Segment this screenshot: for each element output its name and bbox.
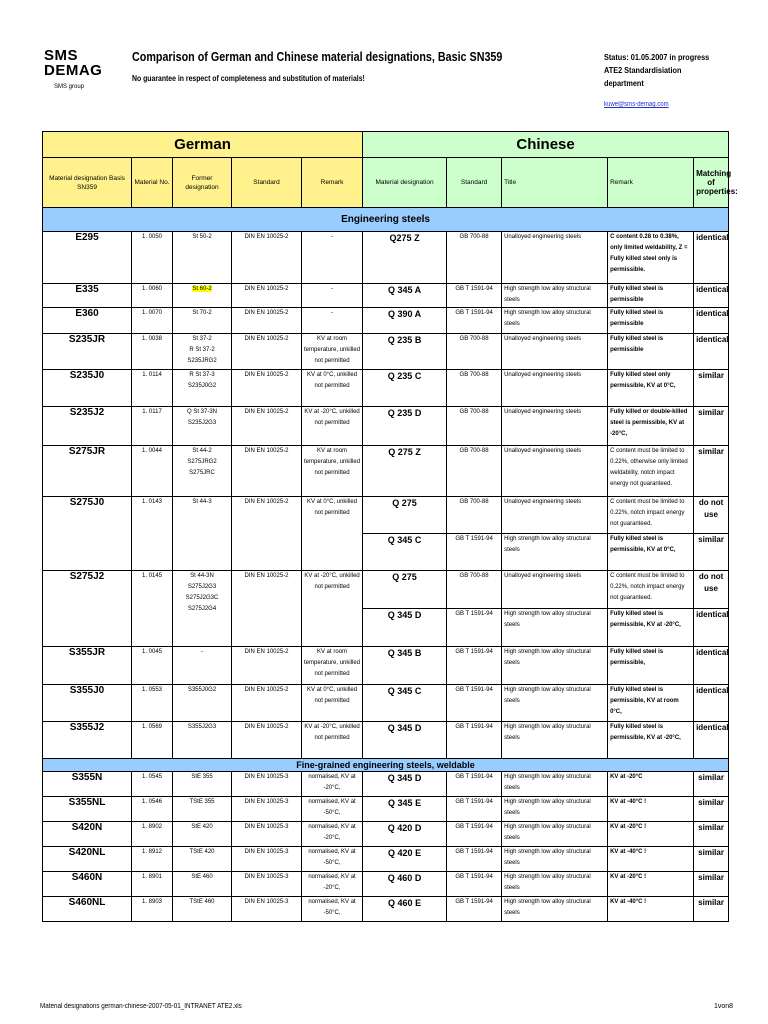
cell-title: High strength low alloy structural steels xyxy=(502,872,608,897)
cell-cn-remark: KV at -40°C ! xyxy=(608,797,694,822)
cell-cn-desig: Q 345 B xyxy=(363,647,447,685)
cell-cn-std: GB 700-88 xyxy=(447,370,502,407)
email-link[interactable]: kuwe@sms-demag.com xyxy=(604,101,669,108)
cell-former xyxy=(173,446,232,497)
highlighted-former: St 60-2 xyxy=(192,286,212,292)
footer-page: 1von8 xyxy=(714,1003,734,1010)
cell-title: High strength low alloy structural steels xyxy=(502,647,608,685)
cell-title: Unalloyed engineering steels xyxy=(502,370,608,407)
page-title: Comparison of German and Chinese material designations, Basic SN359 xyxy=(132,50,503,64)
cell-former xyxy=(173,284,232,308)
cell-cn-remark: C content must be limited to 0.22%, notch impact energy not guaranteed. xyxy=(608,497,694,534)
table-row xyxy=(43,571,729,609)
cell-remark: KV at -20°C, unkilled not permitted xyxy=(302,571,363,647)
col-cn-remark: Remark xyxy=(608,158,694,208)
cell-cn-desig: Q 345 D xyxy=(363,772,447,797)
cell-cn-std: GB T 1591-94 xyxy=(447,284,502,308)
cell-remark: normalised, KV at -20°C, xyxy=(302,822,363,847)
cell-cn-remark: KV at -20°C ! xyxy=(608,822,694,847)
cell-cn-std: GB T 1591-94 xyxy=(447,872,502,897)
cell-cn-std: GB T 1591-94 xyxy=(447,722,502,759)
cell-cn-desig: Q 420 E xyxy=(363,847,447,872)
cell-desig: S235J2 xyxy=(43,407,132,446)
cell-title: High strength low alloy structural steels xyxy=(502,534,608,571)
cell-remark: KV at 0°C, unkilled not permitted xyxy=(302,370,363,407)
cell-std: DIN EN 10025-2 xyxy=(232,370,302,407)
cell-matno: 1. 0045 xyxy=(132,647,173,685)
cell-former xyxy=(173,334,232,370)
table-row xyxy=(43,370,729,407)
cell-cn-desig: Q 345 C xyxy=(363,685,447,722)
cell-matno: 1. 0545 xyxy=(132,772,173,797)
cell-cn-desig: Q 345 D xyxy=(363,722,447,759)
cell-cn-remark: C content must be limited to 0.22%, notch impact energy not guaranteed. xyxy=(608,571,694,609)
former-line: S275J2G3 xyxy=(187,584,217,590)
cell-remark: normalised, KV at -50°C, xyxy=(302,847,363,872)
cell-std: DIN EN 10025-2 xyxy=(232,334,302,370)
former-line: S275JRC xyxy=(189,470,215,476)
cell-cn-desig: Q 275 Z xyxy=(363,446,447,497)
cell-std: DIN EN 10025-3 xyxy=(232,797,302,822)
cell-title: Unalloyed engineering steels xyxy=(502,407,608,446)
cell-cn-std: GB T 1591-94 xyxy=(447,822,502,847)
cell-cn-std: GB T 1591-94 xyxy=(447,308,502,334)
cell-former: S355J0G2 xyxy=(173,685,232,722)
cell-cn-desig: Q 460 D xyxy=(363,872,447,897)
cell-title: High strength low alloy structural steels xyxy=(502,822,608,847)
group-german: German xyxy=(43,132,363,158)
table-row xyxy=(43,334,729,370)
cell-remark: KV at room temperature, unkilled not permitted xyxy=(302,446,363,497)
cell-matno: 1. 8912 xyxy=(132,847,173,872)
cell-desig: S355NL xyxy=(43,797,132,822)
col-remark: Remark xyxy=(302,158,363,208)
cell-cn-remark: C content must be limited to 0.22%, otherwise only limited weldability, notch impact energy not guaranteed. xyxy=(608,446,694,497)
cell-former: StE 420 xyxy=(173,822,232,847)
section-engineering-steels: Engineering steels xyxy=(43,208,729,232)
cell-cn-std: GB 700-88 xyxy=(447,497,502,534)
cell-matno: 1. 0070 xyxy=(132,308,173,334)
cell-former: TStE 420 xyxy=(173,847,232,872)
cell-std: DIN EN 10025-2 xyxy=(232,685,302,722)
cell-former: St 70-2 xyxy=(173,308,232,334)
cell-std: DIN EN 10025-3 xyxy=(232,872,302,897)
cell-cn-std: GB 700-88 xyxy=(447,446,502,497)
cell-std: DIN EN 10025-2 xyxy=(232,647,302,685)
cell-matno: 1. 0050 xyxy=(132,232,173,284)
col-title: Title xyxy=(502,158,608,208)
page-subtitle: No guarantee in respect of completeness and substitution of materials! xyxy=(132,74,365,83)
cell-std: DIN EN 10025-2 xyxy=(232,722,302,759)
cell-match: similar xyxy=(694,446,729,497)
cell-remark: - xyxy=(302,284,363,308)
cell-cn-remark: Fully killed steel is permissible xyxy=(608,308,694,334)
former-line: R St 37-3 xyxy=(189,372,215,378)
table-row xyxy=(43,407,729,446)
cell-desig: S235J0 xyxy=(43,370,132,407)
cell-desig: S460NL xyxy=(43,897,132,922)
cell-cn-remark: Fully killed steel is permissible xyxy=(608,334,694,370)
cell-remark: normalised, KV at -20°C, xyxy=(302,872,363,897)
cell-desig: S420NL xyxy=(43,847,132,872)
former-line: St 44-3N xyxy=(190,573,214,579)
table-row xyxy=(43,284,729,308)
logo-line1: SMS xyxy=(44,47,79,64)
cell-cn-remark: Fully killed steel is permissible, KV at room 0°C, xyxy=(608,685,694,722)
cell-former: S355J2G3 xyxy=(173,722,232,759)
cell-cn-remark: KV at -20°C xyxy=(608,772,694,797)
cell-former: - xyxy=(173,647,232,685)
table-row xyxy=(43,308,729,334)
cell-remark: KV at room temperature, unkilled not permitted xyxy=(302,647,363,685)
cell-title: Unalloyed engineering steels xyxy=(502,232,608,284)
cell-desig: S355J0 xyxy=(43,685,132,722)
cell-desig: E335 xyxy=(43,284,132,308)
cell-former xyxy=(173,407,232,446)
cell-title: Unalloyed engineering steels xyxy=(502,334,608,370)
former-line: St 37-2 xyxy=(192,336,212,342)
cell-former: St 50-2 xyxy=(173,232,232,284)
cell-matno: 1. 0117 xyxy=(132,407,173,446)
cell-match: similar xyxy=(694,847,729,872)
cell-former: StE 460 xyxy=(173,872,232,897)
cell-matno: 1. 0044 xyxy=(132,446,173,497)
cell-matno: 1. 0060 xyxy=(132,284,173,308)
cell-cn-remark: KV at -40°C ! xyxy=(608,847,694,872)
dept-line2: department xyxy=(604,78,644,88)
table-row xyxy=(43,722,729,759)
cell-title: High strength low alloy structural steels xyxy=(502,284,608,308)
cell-matno: 1. 0569 xyxy=(132,722,173,759)
cell-cn-desig: Q 345 C xyxy=(363,534,447,571)
cell-cn-std: GB T 1591-94 xyxy=(447,534,502,571)
cell-cn-std: GB T 1591-94 xyxy=(447,647,502,685)
cell-remark: KV at 0°C, unkilled not permitted xyxy=(302,685,363,722)
table-row xyxy=(43,232,729,284)
cell-remark: KV at room temperature, unkilled not permitted xyxy=(302,334,363,370)
cell-match: similar xyxy=(694,897,729,922)
cell-cn-std: GB T 1591-94 xyxy=(447,685,502,722)
cell-remark: KV at 0°C, unkilled not permitted xyxy=(302,497,363,571)
table-row xyxy=(43,685,729,722)
table-row xyxy=(43,872,729,897)
sms-demag-logo xyxy=(44,48,104,90)
cell-title: High strength low alloy structural steels xyxy=(502,897,608,922)
cell-std: DIN EN 10025-3 xyxy=(232,897,302,922)
logo-line2: DEMAG xyxy=(44,62,103,79)
cell-title: High strength low alloy structural steels xyxy=(502,308,608,334)
former-line: S235J0G2 xyxy=(187,383,217,389)
cell-std: DIN EN 10025-3 xyxy=(232,847,302,872)
cell-cn-std: GB 700-88 xyxy=(447,334,502,370)
col-match: Matching of properties: xyxy=(694,158,729,208)
cell-remark: - xyxy=(302,308,363,334)
former-line: St 44-2 xyxy=(192,448,212,454)
logo-group: SMS group xyxy=(54,84,85,90)
cell-matno: 1. 8901 xyxy=(132,872,173,897)
cell-cn-desig: Q 390 A xyxy=(363,308,447,334)
cell-title: High strength low alloy structural steels xyxy=(502,722,608,759)
cell-cn-desig: Q 345 D xyxy=(363,609,447,647)
cell-desig: E360 xyxy=(43,308,132,334)
cell-cn-desig: Q 235 C xyxy=(363,370,447,407)
former-line: R St 37-2 xyxy=(189,347,215,353)
cell-former: StE 355 xyxy=(173,772,232,797)
cell-desig: S235JR xyxy=(43,334,132,370)
cell-std: DIN EN 10025-2 xyxy=(232,232,302,284)
cell-match: similar xyxy=(694,370,729,407)
cell-match: similar xyxy=(694,534,729,571)
cell-title: High strength low alloy structural steels xyxy=(502,772,608,797)
cell-matno: 1. 0114 xyxy=(132,370,173,407)
cell-remark: KV at -20°C, unkilled not permitted xyxy=(302,407,363,446)
section-fine-grained: Fine-grained engineering steels, weldable xyxy=(43,759,729,772)
cell-match: do not use xyxy=(694,571,729,609)
cell-matno: 1. 0143 xyxy=(132,497,173,571)
cell-remark: normalised, KV at -20°C, xyxy=(302,772,363,797)
cell-match: identical xyxy=(694,308,729,334)
table-row xyxy=(43,647,729,685)
cell-match: identical xyxy=(694,609,729,647)
dept-line1: ATE2 Standardisiation xyxy=(604,65,682,75)
cell-std: DIN EN 10025-3 xyxy=(232,772,302,797)
cell-matno: 1. 0038 xyxy=(132,334,173,370)
cell-cn-desig: Q 345 A xyxy=(363,284,447,308)
cell-match: identical xyxy=(694,722,729,759)
cell-former: TStE 355 xyxy=(173,797,232,822)
cell-std: DIN EN 10025-2 xyxy=(232,308,302,334)
cell-match: similar xyxy=(694,822,729,847)
col-cn-desig: Material designation xyxy=(363,158,447,208)
cell-remark: normalised, KV at -50°C, xyxy=(302,897,363,922)
cell-cn-desig: Q 275 xyxy=(363,571,447,609)
cell-title: Unalloyed engineering steels xyxy=(502,571,608,609)
cell-cn-std: GB 700-88 xyxy=(447,407,502,446)
cell-std: DIN EN 10025-2 xyxy=(232,497,302,571)
cell-title: Unalloyed engineering steels xyxy=(502,446,608,497)
cell-cn-remark: Fully killed steel is permissible xyxy=(608,284,694,308)
cell-desig: S275J0 xyxy=(43,497,132,571)
cell-desig: S275JR xyxy=(43,446,132,497)
cell-match: similar xyxy=(694,407,729,446)
cell-title: High strength low alloy structural steels xyxy=(502,847,608,872)
table-row xyxy=(43,797,729,822)
cell-std: DIN EN 10025-3 xyxy=(232,822,302,847)
cell-matno: 1. 8903 xyxy=(132,897,173,922)
cell-desig: S355JR xyxy=(43,647,132,685)
cell-desig: S420N xyxy=(43,822,132,847)
col-former: Former designation xyxy=(173,158,232,208)
cell-title: Unalloyed engineering steels xyxy=(502,497,608,534)
former-line: S275J2G3C xyxy=(185,595,219,601)
cell-cn-desig: Q 235 D xyxy=(363,407,447,446)
cell-cn-remark: Fully killed steel is permissible, KV at -20°C, xyxy=(608,609,694,647)
cell-cn-std: GB T 1591-94 xyxy=(447,897,502,922)
cell-former xyxy=(173,571,232,647)
cell-title: High strength low alloy structural steels xyxy=(502,685,608,722)
cell-desig: S355J2 xyxy=(43,722,132,759)
cell-cn-std: GB T 1591-94 xyxy=(447,772,502,797)
cell-match: identical xyxy=(694,334,729,370)
cell-remark: - xyxy=(302,232,363,284)
status-text: Status: 01.05.2007 in progress xyxy=(604,52,710,62)
col-std: Standard xyxy=(232,158,302,208)
cell-title: High strength low alloy structural steels xyxy=(502,797,608,822)
cell-cn-desig: Q 235 B xyxy=(363,334,447,370)
cell-former xyxy=(173,370,232,407)
cell-match: similar xyxy=(694,872,729,897)
cell-match: do not use xyxy=(694,497,729,534)
cell-match: identical xyxy=(694,284,729,308)
cell-cn-remark: Fully killed or double-killed steel is permissible, KV at -20°C, xyxy=(608,407,694,446)
cell-cn-desig: Q 420 D xyxy=(363,822,447,847)
former-line: S235JRG2 xyxy=(187,358,217,364)
table-row xyxy=(43,847,729,872)
cell-match: similar xyxy=(694,772,729,797)
cell-former: TStE 460 xyxy=(173,897,232,922)
table-row xyxy=(43,822,729,847)
former-line: Q St 37-3N xyxy=(186,409,217,415)
cell-cn-std: GB 700-88 xyxy=(447,571,502,609)
cell-cn-desig: Q 460 E xyxy=(363,897,447,922)
table-row xyxy=(43,446,729,497)
cell-former: St 44-3 xyxy=(173,497,232,571)
cell-matno: 1. 0546 xyxy=(132,797,173,822)
cell-cn-remark: C content 0.28 to 0.38%, only limited weldability, Z = Fully killed steel only is permissible. xyxy=(608,232,694,284)
footer-filename: Material designations german-chinese-2007-05-01_INTRANET ATE2.xls xyxy=(40,1003,242,1010)
status-block xyxy=(604,51,709,90)
former-line: S235J2G3 xyxy=(187,420,217,426)
cell-cn-remark: Fully killed steel is permissible, KV at 0°C, xyxy=(608,534,694,571)
cell-matno: 1. 0145 xyxy=(132,571,173,647)
cell-cn-remark: KV at -20°C ! xyxy=(608,872,694,897)
cell-cn-remark: Fully killed steel only permissible, KV at 0°C, xyxy=(608,370,694,407)
cell-cn-desig: Q 275 xyxy=(363,497,447,534)
cell-remark: KV at -20°C, unkilled not permitted xyxy=(302,722,363,759)
table-row xyxy=(43,497,729,534)
cell-std: DIN EN 10025-2 xyxy=(232,571,302,647)
cell-cn-remark: Fully killed steel is permissible, xyxy=(608,647,694,685)
cell-cn-desig: Q 345 E xyxy=(363,797,447,822)
cell-desig: S275J2 xyxy=(43,571,132,647)
cell-cn-std: GB T 1591-94 xyxy=(447,609,502,647)
material-comparison-table xyxy=(42,131,738,922)
cell-cn-remark: Fully killed steel is permissible, KV at -20°C, xyxy=(608,722,694,759)
former-line: S275JRG2 xyxy=(187,459,217,465)
cell-remark: normalised, KV at -50°C, xyxy=(302,797,363,822)
cell-desig: E295 xyxy=(43,232,132,284)
cell-std: DIN EN 10025-2 xyxy=(232,407,302,446)
cell-std: DIN EN 10025-2 xyxy=(232,284,302,308)
group-chinese: Chinese xyxy=(363,132,729,158)
cell-cn-desig: Q275 Z xyxy=(363,232,447,284)
cell-match: identical xyxy=(694,647,729,685)
cell-match: identical xyxy=(694,232,729,284)
col-desig: Material designation Basis SN359 xyxy=(43,158,132,208)
cell-cn-remark: KV at -40°C ! xyxy=(608,897,694,922)
cell-cn-std: GB T 1591-94 xyxy=(447,847,502,872)
cell-cn-std: GB T 1591-94 xyxy=(447,797,502,822)
cell-matno: 1. 0553 xyxy=(132,685,173,722)
cell-std: DIN EN 10025-2 xyxy=(232,446,302,497)
cell-title: High strength low alloy structural steels xyxy=(502,609,608,647)
cell-desig: S355N xyxy=(43,772,132,797)
former-line: S275J2G4 xyxy=(187,606,217,612)
col-matno: Material No. xyxy=(132,158,173,208)
cell-match: identical xyxy=(694,685,729,722)
col-cn-std: Standard xyxy=(447,158,502,208)
cell-desig: S460N xyxy=(43,872,132,897)
cell-cn-std: GB 700-88 xyxy=(447,232,502,284)
table-row xyxy=(43,772,729,797)
cell-matno: 1. 8902 xyxy=(132,822,173,847)
table-row xyxy=(43,897,729,922)
cell-match: similar xyxy=(694,797,729,822)
